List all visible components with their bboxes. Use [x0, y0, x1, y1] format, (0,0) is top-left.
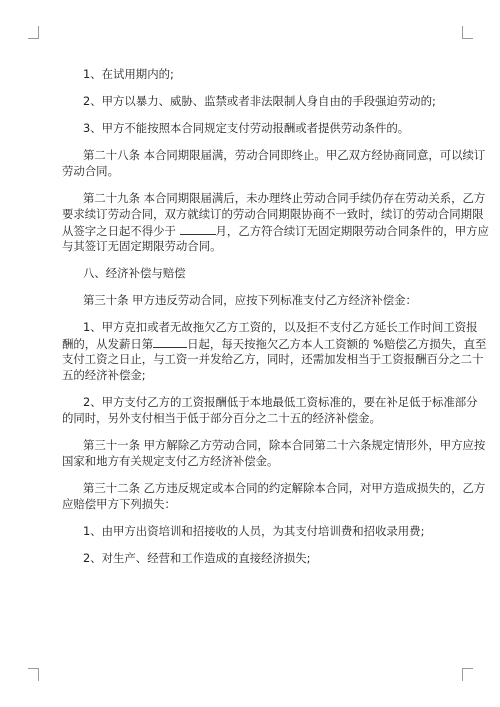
clause-2-line-2: 的同时，另外支付相当于低于部分百分之二十五的经济补偿金。: [62, 411, 381, 425]
paragraph-item-1: 1、在试用期内的;: [83, 67, 174, 81]
article-32-line-2: 应赔偿甲方下列损失：: [62, 497, 176, 511]
article-28-line-2: 劳动合同。: [62, 164, 119, 178]
months-blank: [180, 222, 216, 235]
paragraph-item-3: 3、甲方不能按照本合同规定支付劳动报酬或者提供劳动条件的。: [83, 121, 410, 135]
clause-1-line-4: 五的经济补偿金;: [62, 368, 146, 382]
article-31-line-1: 第三十一条 甲方解除乙方劳动合同，除本合同第二十六条规定情形外，甲方应按: [83, 438, 486, 452]
clause-2-line-1: 2、甲方支付乙方的工资报酬低于本地最低工资标准的，要在补足低于标准部分: [83, 395, 478, 409]
loss-item-1: 1、由甲方出资培训和招接收的人员，为其支付培训费和招收录用费;: [83, 524, 425, 538]
document-body: [62, 66, 489, 566]
article-29-line-3-end: 月，乙方符合续订无固定期限劳动合同条件的，甲方应: [215, 224, 489, 238]
paragraph-item-2: 2、甲方以暴力、威胁、监禁或者非法限制人身自由的手段强迫劳动的;: [83, 94, 436, 108]
article-29-line-2: 要求续订劳动合同，双方就续订的劳动合同期限协商不一致时，续订的劳动合同期限: [62, 207, 484, 221]
crop-mark-top-right: [462, 26, 473, 39]
article-29-line-3: [62, 222, 489, 238]
payday-blank: [153, 335, 187, 348]
article-29-line-1: 第二十九条 本合同期限届满后，未办理终止劳动合同手续仍存在劳动关系，乙方: [83, 191, 486, 205]
article-30: 第三十条 甲方违反劳动合同，应按下列标准支付乙方经济补偿金：: [83, 293, 417, 307]
clause-1-line-3: 支付工资之日止，与工资一并发给乙方，同时，还需加发相当于工资报酬百分之二十: [62, 352, 484, 366]
crop-mark-bottom-right: [462, 668, 473, 681]
clause-1-line-2-start: 酬的，从发薪日第: [62, 337, 154, 351]
crop-mark-top-left: [28, 26, 39, 39]
loss-item-2: 2、对生产、经营和工作造成的直接经济损失;: [83, 551, 311, 565]
clause-1-line-2: [62, 335, 487, 351]
crop-mark-bottom-left: [28, 668, 39, 681]
article-31-line-2: 国家和地方有关规定支付乙方经济补偿金。: [62, 454, 279, 468]
clause-1-line-1: 1、甲方克扣或者无故拖欠乙方工资的，以及拒不支付乙方延长工作时间工资报: [83, 320, 478, 334]
article-29-line-4: 与其签订无固定期限劳动合同。: [62, 239, 222, 253]
article-29-line-3-start: 从签字之日起不得少于: [62, 224, 180, 238]
article-32-line-1: 第三十二条 乙方违反规定或本合同的约定解除本合同，对甲方造成损失的，乙方: [83, 481, 486, 495]
clause-1-line-2-end: 日起，每天按拖欠乙方本人工资额的 %赔偿乙方损失，直至: [187, 337, 487, 351]
section-heading-compensation: 八、经济补偿与赔偿: [83, 266, 186, 280]
article-28-line-1: 第二十八条 本合同期限届满，劳动合同即终止。甲乙双方经协商同意，可以续订: [83, 148, 486, 162]
